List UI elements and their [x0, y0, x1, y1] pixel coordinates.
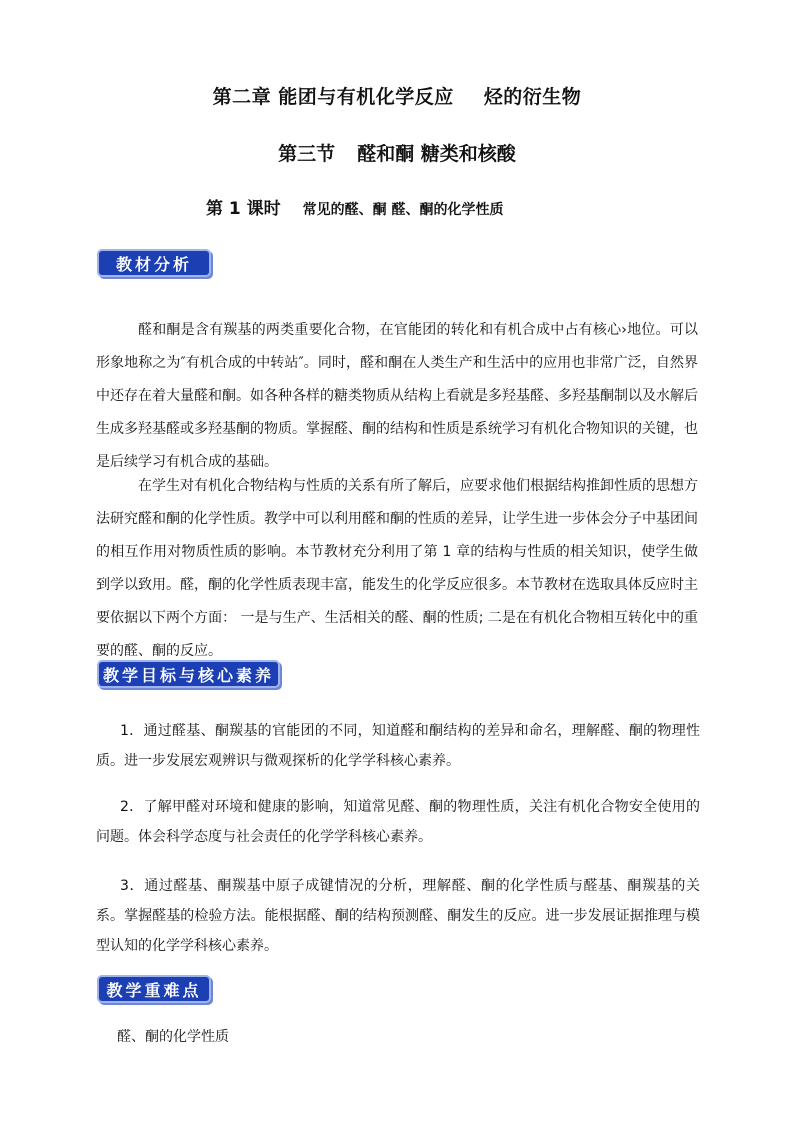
- lesson-number: 第 1 课时: [206, 199, 281, 219]
- chapter-title-sub: 烃的衍生物: [483, 86, 582, 108]
- chapter-title: [0, 82, 794, 109]
- textbook-analysis-heading-badge: 教材分析: [97, 249, 211, 277]
- lesson-subtitle: 常见的醛、酮 醛、酮的化学性质: [302, 202, 504, 218]
- analysis-paragraph-2: 在学生对有机化合物结构与性质的关系有所了解后，应要求他们根据结构推卸性质的思想方法研究醛和酮的化学性质。教学中可以利用醛和酮的性质的差异，让学生进一步体会分子中基团间的相互作用对物质性质的影响。本节教材充分利用了第 1 章的结构与性质的相关知识，使学生做到学以致用。醛，酮的化学性质表现丰富，能发生的化学反应很多。本节教材在选取具体反应时主要依据以下两个方面： 一是与生产、生活相关的醛、酮的性质; 二是在有机化合物相互转化中的重要的醛、酮的反应。: [96, 478, 698, 659]
- section-number: 第三节: [278, 143, 336, 165]
- teaching-goals-heading-badge: 教学目标与核心素养: [97, 660, 280, 688]
- section-name: 醛和酮 糖类和核酸: [357, 143, 516, 165]
- key-difficulty-text: 醛、酮的化学性质: [117, 1029, 229, 1045]
- lesson-heading: [206, 194, 504, 219]
- chapter-title-main: 第二章 能团与有机化学反应: [212, 86, 454, 108]
- section-title: [0, 139, 794, 166]
- goal-item-1: 1．通过醛基、酮羰基的官能团的不同，知道醛和酮结构的差异和命名，理解醛、酮的物理性质。进一步发展宏观辨识与微观探析的化学学科核心素养。: [96, 723, 700, 769]
- goal-item-2: 2．了解甲醛对环境和健康的影响，知道常见醛、酮的物理性质，关注有机化合物安全使用的问题。体会科学态度与社会责任的化学学科核心素养。: [96, 799, 700, 845]
- key-difficulties-heading-badge: 教学重难点: [97, 975, 211, 1003]
- goal-item-3: 3．通过醛基、酮羰基中原子成键情况的分析，理解醛、酮的化学性质与醛基、酮羰基的关系。掌握醛基的检验方法。能根据醛、酮的结构预测醛、酮发生的反应。进一步发展证据推理与模型认知的化学学科核心素养。: [96, 878, 700, 954]
- analysis-paragraph-1: 醛和酮是含有羰基的两类重要化合物，在官能团的转化和有机合成中占有核心›地位。可以形象地称之为″有机合成的中转站″。同时，醛和酮在人类生产和生活中的应用也非常广泛，自然界中还存在着大量醛和酮。如各种各样的糖类物质从结构上看就是多羟基醛、多羟基酮制以及水解后生成多羟基醛或多羟基酮的物质。掌握醛、酮的结构和性质是系统学习有机化合物知识的关键，也是后续学习有机合成的基础。: [96, 322, 698, 470]
